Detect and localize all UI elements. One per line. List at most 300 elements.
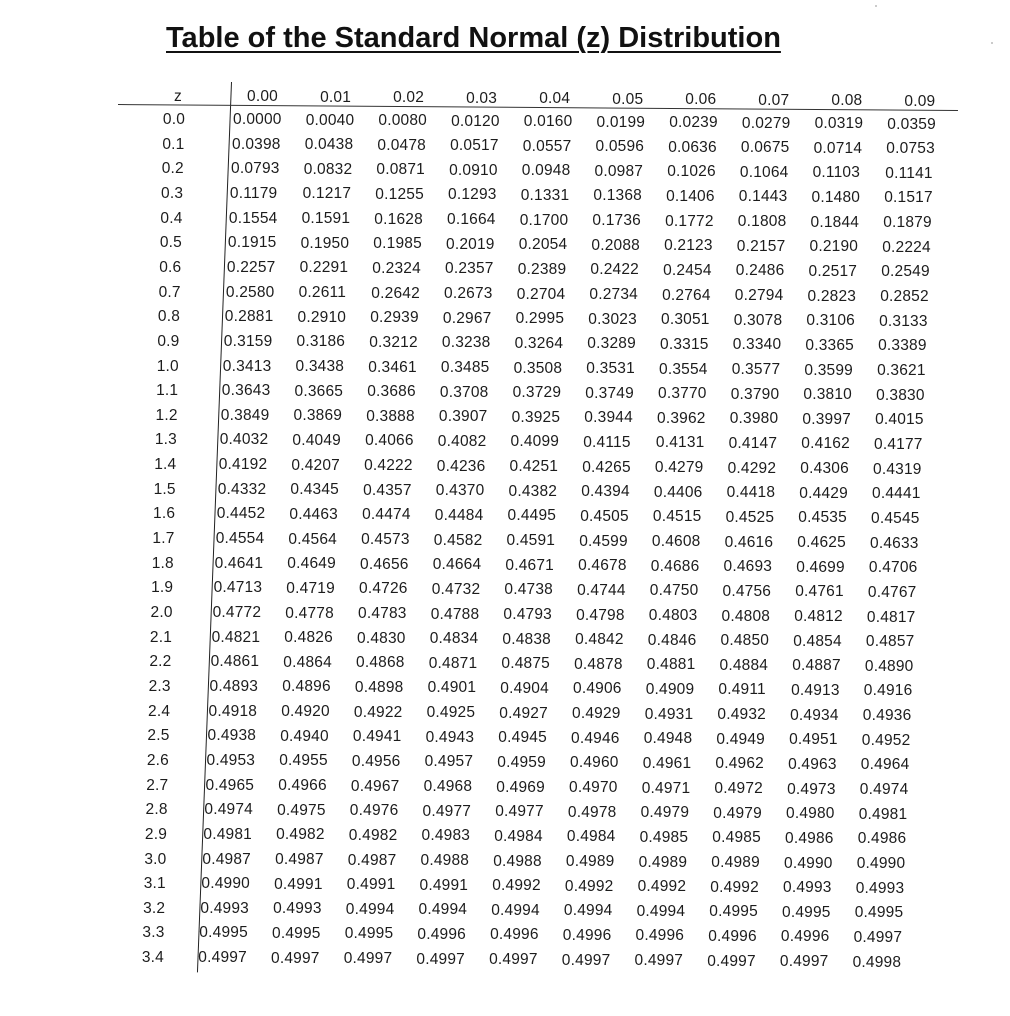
table-cell: 0.4474 (362, 506, 411, 524)
scan-speck (875, 5, 877, 7)
table-cell: 0.3264 (514, 334, 564, 352)
table-cell: 0.4996 (708, 927, 757, 945)
table-cell: 0.4952 (861, 731, 911, 749)
table-cell: 0.4938 (207, 727, 257, 745)
table-cell: 0.4357 (363, 481, 412, 499)
table-cell: 0.2357 (445, 260, 494, 278)
table-cell: 0.2157 (736, 237, 786, 255)
table-cell: 0.4394 (581, 483, 630, 501)
z-row-label: 0.1 (162, 135, 185, 153)
column-header: 0.07 (758, 91, 790, 109)
z-row-label: 1.7 (152, 530, 175, 547)
table-cell: 0.4995 (199, 924, 248, 942)
table-cell: 0.1026 (667, 163, 716, 181)
table-cell: 0.4898 (354, 678, 404, 696)
table-cell: 0.4976 (349, 802, 399, 820)
table-cell: 0.4973 (787, 780, 836, 798)
table-cell: 0.4985 (639, 828, 689, 846)
table-cell: 0.4969 (496, 778, 545, 796)
table-cell: 0.4925 (426, 704, 476, 722)
table-cell: 0.3051 (661, 311, 710, 329)
table-cell: 0.4968 (423, 778, 473, 795)
table-cell: 0.4032 (219, 431, 269, 449)
table-cell: 0.2823 (807, 287, 857, 305)
table-cell: 0.4798 (576, 606, 625, 624)
table-cell: 0.4911 (718, 681, 766, 699)
table-cell: 0.4945 (498, 729, 547, 747)
table-cell: 0.0753 (886, 140, 935, 158)
table-cell: 0.2704 (516, 285, 566, 303)
table-cell: 0.3340 (732, 336, 782, 354)
table-cell: 0.3665 (294, 382, 344, 400)
table-cell: 0.3790 (730, 385, 780, 403)
table-cell: 0.4732 (431, 580, 481, 598)
table-cell: 0.4920 (281, 703, 330, 721)
table-cell: 0.4875 (501, 655, 550, 673)
table-cell: 0.1808 (737, 213, 787, 231)
table-cell: 0.4582 (433, 531, 483, 549)
table-cell: 0.2611 (298, 284, 347, 301)
table-cell: 0.0832 (303, 160, 353, 178)
table-cell: 0.4236 (436, 457, 486, 475)
table-cell: 0.4906 (573, 680, 622, 698)
table-cell: 0.1480 (811, 188, 861, 206)
table-cell: 0.2054 (518, 236, 568, 254)
z-row-label: 0.5 (159, 234, 182, 252)
table-cell: 0.4279 (654, 459, 704, 477)
table-cell: 0.3078 (733, 311, 783, 329)
table-cell: 0.4726 (359, 580, 408, 598)
table-cell: 0.2734 (589, 286, 638, 303)
table-cell: 0.4066 (365, 432, 414, 450)
table-cell: 0.3888 (366, 407, 415, 425)
table-cell: 0.0359 (887, 115, 936, 133)
table-cell: 0.4750 (649, 582, 699, 600)
z-row-label: 1.5 (153, 480, 176, 498)
table-cell: 0.4995 (272, 924, 321, 942)
table-cell: 0.2019 (446, 235, 495, 253)
table-cell: 0.1217 (302, 185, 352, 203)
z-row-label: 2.6 (146, 751, 169, 769)
table-cell: 0.2088 (591, 236, 640, 254)
table-cell: 0.4515 (652, 508, 702, 526)
table-cell: 0.4901 (427, 679, 477, 697)
table-cell: 0.4495 (507, 507, 557, 525)
table-cell: 0.0199 (596, 113, 646, 131)
z-row-label: 0.7 (158, 283, 181, 301)
table-cell: 0.4738 (504, 581, 553, 599)
table-cell: 0.3389 (878, 337, 927, 355)
table-cell: 0.4082 (437, 432, 487, 450)
table-cell: 0.2939 (370, 309, 419, 327)
table-cell: 0.4957 (424, 753, 474, 771)
table-cell: 0.4868 (356, 654, 405, 672)
table-cell: 0.4678 (578, 557, 627, 575)
table-cell: 0.4049 (292, 431, 341, 449)
table-cell: 0.4699 (796, 558, 845, 576)
table-cell: 0.1628 (374, 210, 423, 228)
table-cell: 0.4977 (422, 802, 472, 820)
table-cell: 0.2967 (442, 309, 492, 327)
table-cell: 0.0080 (378, 112, 427, 129)
table-cell: 0.4984 (494, 827, 543, 845)
table-cell: 0.4986 (857, 830, 907, 848)
table-cell: 0.2291 (299, 259, 349, 277)
z-row-label: 1.1 (156, 382, 179, 400)
table-cell: 0.4966 (278, 777, 327, 794)
table-cell: 0.4948 (643, 730, 693, 748)
table-cell: 0.4982 (348, 826, 398, 844)
table-cell: 0.4861 (210, 653, 260, 671)
table-cell: 0.4306 (800, 460, 849, 478)
table-cell: 0.4940 (280, 727, 329, 745)
table-cell: 0.4625 (797, 534, 846, 551)
table-cell: 0.2764 (662, 286, 711, 304)
table-cell: 0.4927 (499, 704, 548, 722)
table-cell: 0.1103 (812, 164, 861, 182)
table-cell: 0.1591 (301, 210, 351, 228)
table-cell: 0.4525 (725, 508, 775, 526)
column-header: 0.01 (320, 88, 352, 106)
table-cell: 0.4803 (648, 607, 698, 624)
table-cell: 0.3023 (588, 310, 637, 328)
table-cell: 0.4988 (493, 852, 542, 870)
table-cell: 0.4997 (198, 949, 247, 967)
table-cell: 0.4573 (361, 531, 410, 548)
table-cell: 0.4904 (500, 679, 549, 697)
z-row-label: 0.2 (161, 160, 184, 178)
z-row-label: 0.9 (157, 332, 180, 350)
table-cell: 0.4693 (723, 558, 773, 576)
table-cell: 0.4996 (635, 927, 685, 945)
table-cell: 0.4994 (491, 901, 540, 919)
z-row-label: 3.1 (143, 875, 166, 893)
table-cell: 0.4633 (870, 534, 919, 552)
table-cell: 0.4916 (863, 682, 913, 700)
table-cell: 0.4994 (563, 902, 613, 920)
table-cell: 0.4981 (203, 825, 252, 843)
table-cell: 0.4956 (351, 752, 401, 770)
z-row-label: 2.0 (150, 604, 173, 621)
table-cell: 0.4971 (641, 779, 691, 797)
table-cell: 0.4918 (208, 702, 258, 720)
table-cell: 0.4995 (344, 925, 394, 943)
table-cell: 0.4974 (204, 801, 253, 819)
table-cell: 0.4772 (212, 604, 262, 621)
table-cell: 0.4564 (288, 530, 337, 548)
table-cell: 0.3365 (805, 336, 854, 354)
table-cell: 0.3106 (806, 312, 855, 330)
table-cell: 0.4953 (206, 751, 256, 769)
table-cell: 0.3315 (660, 335, 709, 353)
table-cell: 0.4406 (653, 483, 703, 501)
table-cell: 0.2257 (226, 258, 276, 276)
table-cell: 0.0793 (231, 160, 280, 178)
table-cell: 0.3508 (513, 359, 563, 377)
table-cell: 0.4418 (726, 484, 776, 502)
table-cell: 0.4382 (508, 482, 558, 500)
table-cell: 0.4854 (793, 632, 842, 650)
z-row-label: 2.8 (145, 801, 168, 819)
table-cell: 0.4345 (290, 481, 339, 499)
z-row-label: 1.2 (155, 406, 178, 424)
table-cell: 0.4989 (565, 853, 615, 870)
table-cell: 0.2852 (880, 288, 929, 305)
table-cell: 0.4932 (717, 706, 766, 724)
table-cell: 0.4964 (860, 756, 910, 774)
table-cell: 0.1772 (665, 212, 714, 230)
table-cell: 0.0636 (668, 138, 717, 156)
table-cell: 0.4997 (561, 951, 611, 969)
table-cell: 0.4979 (713, 804, 762, 822)
table-cell: 0.4881 (646, 656, 696, 674)
table-cell: 0.4893 (209, 677, 259, 695)
table-cell: 0.4706 (868, 559, 918, 577)
table-cell: 0.4099 (510, 433, 560, 451)
z-row-label: 1.4 (154, 456, 177, 474)
table-cell: 0.0910 (449, 161, 498, 179)
table-cell: 0.4955 (279, 752, 328, 770)
table-cell: 0.4997 (779, 953, 829, 971)
table-cell: 0.3133 (879, 312, 928, 330)
table-cell: 0.2324 (372, 259, 421, 277)
table-cell: 0.1985 (373, 235, 422, 253)
z-row-label: 1.9 (151, 579, 174, 597)
page-title: Table of the Standard Normal (z) Distribution (166, 22, 781, 54)
table-cell: 0.4846 (647, 631, 697, 649)
table-cell: 0.4719 (286, 579, 335, 597)
table-cell: 0.4599 (579, 532, 628, 550)
table-cell: 0.4975 (277, 801, 326, 819)
table-cell: 0.4015 (875, 411, 924, 429)
table-cell: 0.4997 (343, 950, 393, 968)
table-cell: 0.4319 (873, 460, 922, 478)
table-cell: 0.4991 (419, 876, 469, 894)
table-cell: 0.3554 (659, 360, 708, 378)
table-cell: 0.0557 (522, 137, 572, 155)
column-header: 0.02 (393, 89, 425, 107)
table-cell: 0.4756 (722, 582, 772, 600)
table-cell: 0.4222 (364, 457, 413, 475)
table-cell: 0.4783 (358, 605, 407, 622)
table-cell: 0.1517 (884, 189, 933, 207)
table-cell: 0.1255 (375, 185, 424, 203)
table-cell: 0.4959 (497, 753, 546, 771)
table-cell: 0.4993 (200, 899, 249, 917)
table-cell: 0.4817 (866, 608, 916, 626)
table-cell: 0.4821 (211, 628, 261, 646)
column-header: 0.06 (685, 91, 717, 109)
table-cell: 0.4812 (794, 608, 843, 625)
table-cell: 0.4977 (495, 803, 544, 821)
table-cell: 0.4887 (792, 657, 841, 675)
z-row-label: 2.3 (148, 677, 171, 695)
table-cell: 0.3810 (803, 386, 852, 404)
table-cell: 0.4984 (566, 828, 616, 846)
table-cell: 0.4505 (580, 507, 629, 525)
table-cell: 0.1844 (810, 213, 860, 231)
table-cell: 0.4207 (291, 456, 340, 474)
table-cell: 0.4793 (503, 606, 552, 623)
table-cell: 0.3577 (731, 361, 781, 378)
table-cell: 0.4997 (853, 928, 903, 946)
table-cell: 0.4991 (274, 875, 323, 893)
table-cell: 0.4265 (582, 458, 631, 476)
column-header: 0.00 (247, 88, 278, 105)
table-cell: 0.1141 (885, 164, 933, 182)
table-cell: 0.4713 (213, 579, 263, 597)
table-cell: 0.2190 (809, 238, 859, 256)
table-cell: 0.1179 (229, 184, 278, 202)
column-header: 0.09 (904, 93, 936, 110)
table-cell: 0.4961 (642, 754, 692, 772)
table-cell: 0.4978 (567, 803, 617, 821)
table-cell: 0.3907 (438, 408, 488, 426)
table-cell: 0.3599 (804, 361, 853, 379)
table-cell: 0.3686 (367, 383, 416, 401)
table-cell: 0.4878 (574, 655, 623, 673)
table-cell: 0.4744 (577, 581, 626, 599)
table-cell: 0.4987 (347, 851, 397, 869)
table-cell: 0.4890 (864, 657, 914, 675)
table-cell: 0.3621 (877, 362, 926, 379)
table-cell: 0.4922 (353, 703, 403, 721)
table-cell: 0.4162 (801, 435, 850, 453)
z-row-label: 0.6 (159, 258, 182, 276)
table-cell: 0.0987 (594, 162, 644, 180)
table-cell: 0.3997 (802, 410, 851, 428)
table-cell: 0.4965 (205, 776, 255, 794)
table-cell: 0.3461 (368, 358, 417, 376)
z-row-label: 2.7 (146, 776, 169, 794)
table-cell: 0.4909 (645, 680, 695, 698)
table-cell: 0.2389 (517, 260, 567, 278)
table-cell: 0.3830 (876, 386, 925, 404)
table-cell: 0.4931 (644, 705, 694, 723)
table-cell: 0.2224 (882, 238, 931, 256)
table-cell: 0.4992 (637, 878, 687, 896)
table-cell: 0.4960 (570, 754, 619, 772)
table-cell: 0.4970 (569, 779, 618, 796)
table-cell: 0.4990 (856, 855, 906, 872)
table-cell: 0.3849 (220, 406, 270, 424)
z-row-label: 3.0 (144, 850, 167, 868)
table-cell: 0.0596 (595, 138, 645, 156)
table-cell: 0.2910 (297, 308, 347, 326)
table-cell: 0.4429 (799, 484, 848, 502)
table-cell: 0.4996 (562, 926, 612, 944)
column-header: 0.08 (831, 92, 863, 110)
table-cell: 0.3643 (221, 382, 271, 400)
z-column-header: z (174, 88, 182, 105)
table-cell: 0.4616 (724, 533, 774, 551)
table-cell: 0.4987 (275, 851, 324, 868)
table-cell: 0.4147 (728, 434, 778, 452)
z-row-label: 3.3 (142, 924, 165, 942)
table-cell: 0.1554 (228, 209, 278, 227)
table-cell: 0.4995 (709, 903, 758, 921)
table-cell: 0.0160 (523, 113, 573, 130)
table-cell: 0.3289 (587, 335, 636, 353)
table-cell: 0.3485 (440, 359, 490, 376)
z-row-label: 1.6 (153, 505, 176, 523)
table-cell: 0.4986 (785, 829, 834, 847)
table-cell: 0.4972 (714, 780, 763, 797)
table-cell: 0.1879 (883, 214, 932, 232)
table-cell: 0.0517 (450, 137, 499, 155)
scan-speck (991, 42, 993, 44)
z-row-label: 0.4 (160, 209, 183, 227)
table-cell: 0.4985 (712, 829, 761, 847)
table-cell: 0.4949 (716, 730, 765, 748)
table-cell: 0.4884 (719, 656, 769, 674)
table-cell: 0.4963 (788, 755, 837, 773)
table-cell: 0.1064 (739, 163, 789, 181)
table-cell: 0.4979 (640, 804, 690, 822)
table-cell: 0.4664 (432, 556, 482, 574)
table-cell: 0.4608 (651, 533, 701, 550)
table-cell: 0.4656 (360, 555, 409, 573)
table-cell: 0.4251 (509, 458, 559, 476)
table-cell: 0.4332 (217, 480, 267, 498)
table-cell: 0.4996 (417, 925, 466, 943)
z-row-label: 2.4 (148, 702, 171, 720)
table-cell: 0.2580 (225, 283, 275, 301)
table-cell: 0.4641 (214, 554, 264, 572)
table-cell: 0.0675 (740, 139, 790, 157)
table-cell: 0.2454 (663, 261, 712, 279)
z-row-label: 2.1 (149, 628, 173, 646)
table-cell: 0.4834 (429, 630, 479, 648)
table-cell: 0.4871 (428, 654, 478, 672)
table-cell: 0.4686 (650, 557, 700, 575)
table-cell: 0.3749 (585, 384, 634, 402)
z-row-label: 0.8 (157, 308, 181, 326)
table-cell: 0.0714 (813, 139, 863, 157)
table-cell: 0.4913 (791, 681, 840, 699)
table-cell: 0.1736 (592, 212, 641, 230)
table-cell: 0.4934 (790, 706, 839, 724)
table-cell: 0.4989 (638, 853, 688, 871)
table-cell: 0.4995 (782, 903, 831, 921)
table-cell: 0.4788 (430, 605, 480, 623)
table-cell: 0.4929 (572, 705, 621, 723)
table-cell: 0.4998 (852, 953, 902, 971)
table-cell: 0.4982 (276, 826, 325, 844)
z-row-label: 0.3 (161, 184, 184, 202)
table-cell: 0.0319 (814, 115, 864, 132)
table-cell: 0.4992 (710, 878, 759, 896)
table-cell: 0.1950 (300, 234, 350, 252)
z-row-label: 2.9 (144, 825, 168, 843)
table-cell: 0.4830 (357, 629, 406, 647)
table-cell: 0.0239 (669, 114, 718, 131)
table-cell: 0.2881 (224, 308, 274, 326)
table-cell: 0.4864 (283, 653, 332, 671)
column-header: 0.04 (539, 90, 571, 108)
z-row-label: 3.2 (143, 899, 166, 917)
table-cell: 0.3980 (729, 410, 779, 428)
table-cell: 0.1331 (520, 186, 570, 204)
table-cell: 0.2642 (371, 284, 420, 302)
z-row-label: 3.4 (141, 949, 164, 967)
table-cell: 0.2995 (515, 310, 565, 328)
z-row-label: 0.0 (162, 111, 186, 128)
table-cell: 0.4808 (721, 607, 771, 625)
table-cell: 0.4981 (858, 805, 908, 823)
table-cell: 0.4761 (795, 583, 844, 601)
table-cell: 0.4990 (784, 854, 833, 872)
